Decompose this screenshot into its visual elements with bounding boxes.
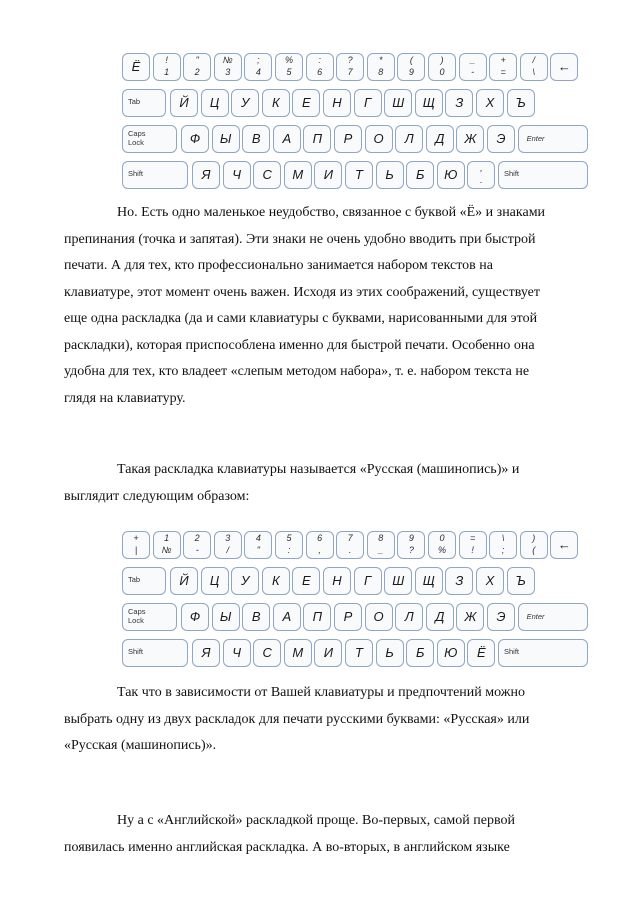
key-label: С [262,645,272,660]
key [445,567,473,595]
text-line: еще одна раскладка (да и сами клавиатуры с буквами, нарисованными для этой [64,311,538,326]
key-label: Б [415,167,425,182]
key-label: Щ [422,95,435,110]
key [456,125,484,153]
key-label: 2 [194,67,200,77]
key-label: М [292,645,304,660]
tab-key [122,567,166,595]
key [406,161,434,189]
key-label: У [241,573,250,588]
key-label: = [500,67,506,77]
key-shift-label: * [379,55,383,65]
key-label: 9 [408,67,414,77]
key [292,567,320,595]
lock-label: Lock [128,138,144,147]
key [212,603,240,631]
key [487,125,515,153]
key-label: Э [496,609,506,624]
enter-key [518,603,588,631]
key [345,639,373,667]
tab-label: Tab [128,575,141,584]
key [284,639,312,667]
text-line: «Русская (машинопись)». [64,738,217,753]
enter-label: Enter [526,134,545,143]
key [467,639,495,667]
paragraph-english-layout [64,808,594,861]
key [550,53,578,81]
key-label: Ж [464,131,477,146]
shift-key-left [122,639,188,667]
key [459,53,487,81]
key-label: Е [302,573,311,588]
key-punctuation [467,161,495,189]
text-line: выглядит следующим образом: [64,488,250,504]
key [183,531,211,559]
key-label: Ю [444,645,458,660]
key-label: Ъ [515,573,526,588]
key-label: 7 [347,67,353,77]
key [415,567,443,595]
key-shift-label: = [469,533,476,543]
key [345,161,373,189]
key-label: Х [485,95,495,110]
key-shift-label: 0 [439,533,445,543]
key-label: Я [201,645,211,660]
key-label: . [480,175,483,185]
key [306,531,334,559]
key-shift-label: ; [257,55,260,65]
caps-lock-key [122,603,177,631]
key-label: Ч [232,645,241,660]
key-label: ? [408,545,414,555]
key [476,567,504,595]
key [262,567,290,595]
key-label: - [471,67,475,77]
text-line: удобна для тех, кто владеет «слепым методом набора», т. е. набором текста не [64,364,530,379]
key-label: Ж [464,609,477,624]
key [244,531,272,559]
key [181,603,209,631]
key-shift-label: ) [440,55,444,65]
key [323,89,351,117]
key [244,53,272,81]
key-shift-label: ? [347,55,353,65]
key [275,531,303,559]
key-shift-label: / [532,55,536,65]
key [231,89,259,117]
key-label: Ф [189,131,201,146]
key-label: Ф [189,609,201,624]
key-label: О [373,609,384,624]
shift-label: Shift [128,169,144,178]
text-line: клавиатуре, этот момент очень важен. Исходя из этих соображений, существует [64,284,540,300]
key-label: ; [501,545,505,555]
key [314,639,342,667]
key-label: . [348,545,352,555]
key [428,531,456,559]
key-label: К [271,95,280,110]
key [192,639,220,667]
key-label: К [271,573,280,588]
key [384,89,412,117]
key [397,53,425,81]
key-label: В [251,131,261,146]
key-shift-label: 5 [286,533,292,543]
key-label: Й [179,573,189,588]
key-label: Т [355,645,363,660]
key [334,603,362,631]
key [437,639,465,667]
key [314,161,342,189]
shift-key-right [498,639,588,667]
key [520,53,548,81]
keyboard-typewriter-layout [122,531,588,669]
key-label: Н [332,95,342,110]
key-label: Р [343,131,353,146]
text-line: выбрать одну из двух раскладок для печати русскими буквами: «Русская» или [64,711,530,727]
key-label: Й [179,95,189,110]
key-label: Э [496,131,506,146]
text-line: глядя на клавиатуру. [64,390,186,406]
key-shift-label: 1 [164,533,170,543]
key [459,531,487,559]
key [273,603,301,631]
key [253,161,281,189]
key-shift-label: 8 [378,533,384,543]
key-shift-label: ( [409,55,413,65]
key-label: Б [415,645,425,660]
key-label: Е [302,95,311,110]
key-label: П [312,609,323,624]
key [306,53,334,81]
key-label: З [455,573,464,588]
shift-label: Shift [504,169,520,178]
key [507,89,535,117]
key-shift-label: \ [501,533,505,543]
key [212,125,240,153]
key-label: Л [404,609,414,624]
key-label: 6 [317,67,323,77]
key-label: Ю [444,167,458,182]
key-label: Л [404,131,414,146]
key [367,53,395,81]
key [395,603,423,631]
key [170,567,198,595]
key-shift-label: " [195,55,199,65]
keyboard-standard-layout [122,53,588,191]
key-label: Ц [209,573,220,588]
key [487,603,515,631]
key-label: , [318,545,321,555]
key-label: Т [355,167,363,182]
key [437,161,465,189]
key-shift-label: ! [165,55,168,65]
key-label: : [287,545,291,555]
key-label: ← [557,537,571,552]
key [507,567,535,595]
key-label: | [134,545,138,555]
key-label: П [312,131,323,146]
text-line: раскладки), которая приспособлена именно для быстрой печати. Особенно она [64,337,535,353]
enter-label: Enter [526,612,545,621]
key [428,53,456,81]
key-shift-label: 9 [408,533,414,543]
caps-label: Caps [128,129,146,138]
key-label: / [226,545,230,555]
key-label: В [251,609,261,624]
key [415,89,443,117]
key [550,531,578,559]
key-shift-label: 2 [194,533,200,543]
key-label: ← [557,59,571,74]
key-label: А [282,131,292,146]
text-line: Так что в зависимости от Вашей клавиатуры и предпочтений можно [117,685,525,700]
text-line: Но. Есть одно маленькое неудобство, связанное с буквой «Ё» и знаками [117,205,546,220]
key-label: У [241,95,250,110]
key-label: Ы [219,131,232,146]
shift-key-left [122,161,188,189]
key [242,125,270,153]
key-label: А [282,609,292,624]
text-line: появилась именно английская раскладка. А во-вторых, в английском языке [64,839,510,855]
key [376,161,404,189]
shift-label: Shift [504,647,520,656]
key-label: Я [201,167,211,182]
key [122,531,150,559]
key [303,603,331,631]
key-label: С [262,167,272,182]
key [275,53,303,81]
paragraph-typewriter-intro [64,457,594,510]
key [214,531,242,559]
key [223,639,251,667]
key-label: Ч [232,167,241,182]
key-label: Г [364,573,372,588]
key [273,125,301,153]
key [334,125,362,153]
key-label: Ш [392,95,405,110]
key [520,531,548,559]
key [170,89,198,117]
key [365,603,393,631]
text-line: препинания (точка и запятая). Эти знаки не очень удобно вводить при быстрой [64,231,536,247]
shift-label: Shift [128,647,144,656]
key-label: Ь [385,645,394,660]
key [192,161,220,189]
paragraph-choice [64,680,594,760]
lock-label: Lock [128,616,144,625]
tab-label: Tab [128,97,141,106]
key-label: З [455,95,464,110]
key-shift-label: + [133,533,139,543]
key-label: Х [485,573,495,588]
key-label: % [437,545,446,555]
key-shift-label: 3 [225,533,231,543]
key [153,531,181,559]
key [183,53,211,81]
key [395,125,423,153]
key [406,639,434,667]
key-label: И [323,645,334,660]
key-label: О [373,131,384,146]
key [303,125,331,153]
key-shift-label: _ [470,55,476,65]
key-shift-label: , [480,163,483,173]
key [426,125,454,153]
key [323,567,351,595]
text-line: печати. А для тех, кто профессионально занимается набором текстов на [64,258,493,273]
key [354,567,382,595]
key [223,161,251,189]
key [397,531,425,559]
key [489,53,517,81]
shift-key-right [498,161,588,189]
key-label: ( [532,545,536,555]
key [253,639,281,667]
key-label: Ё [477,645,486,660]
caps-label: Caps [128,607,146,616]
key-label: Ш [392,573,405,588]
key-shift-label: ) [532,533,536,543]
key-label: Ц [209,95,220,110]
enter-key [518,125,588,153]
key-shift-label: % [284,55,293,65]
key [365,125,393,153]
key-label: Д [435,609,445,624]
key-label: 0 [439,67,445,77]
key-label: Р [343,609,353,624]
key-label: 5 [286,67,292,77]
key-shift-label: 6 [317,533,323,543]
key [336,53,364,81]
key [262,89,290,117]
key [489,531,517,559]
key-label: ! [471,545,474,555]
key-label: И [323,167,334,182]
key [122,53,150,81]
key-shift-label: + [500,55,506,65]
key-label: - [195,545,199,555]
key [384,567,412,595]
key [242,603,270,631]
key-label: Д [435,131,445,146]
key-label: Ь [385,167,394,182]
text-line: Такая раскладка клавиатуры называется «Русская (машинопись)» и [117,462,520,477]
key-shift-label: № [222,55,233,65]
key [354,89,382,117]
key [426,603,454,631]
key-shift-label: 7 [347,533,353,543]
key [476,89,504,117]
paragraph-yo-punctuation [64,200,594,412]
key [201,567,229,595]
key-label: 8 [378,67,384,77]
key-label: _ [378,545,384,555]
key [367,531,395,559]
key [201,89,229,117]
key-label: \ [532,67,536,77]
key [231,567,259,595]
key [445,89,473,117]
key-label: 3 [225,67,231,77]
key-label: 1 [164,67,170,77]
key-label: 4 [255,67,261,77]
tab-key [122,89,166,117]
key-shift-label: 4 [255,533,261,543]
key [214,53,242,81]
key [292,89,320,117]
text-line: Ну а с «Английской» раскладкой проще. Во-первых, самой первой [117,813,515,828]
key-label: Щ [422,573,435,588]
key-label: Ъ [515,95,526,110]
caps-lock-key [122,125,177,153]
key-label: Г [364,95,372,110]
key-label: Ё [131,59,141,74]
key-label: М [292,167,304,182]
key [284,161,312,189]
key [181,125,209,153]
key-shift-label: : [318,55,321,65]
key-label: " [256,545,260,555]
key-label: № [161,545,172,555]
key [153,53,181,81]
key [376,639,404,667]
key-label: Н [332,573,342,588]
key [456,603,484,631]
key-label: Ы [219,609,232,624]
key [336,531,364,559]
